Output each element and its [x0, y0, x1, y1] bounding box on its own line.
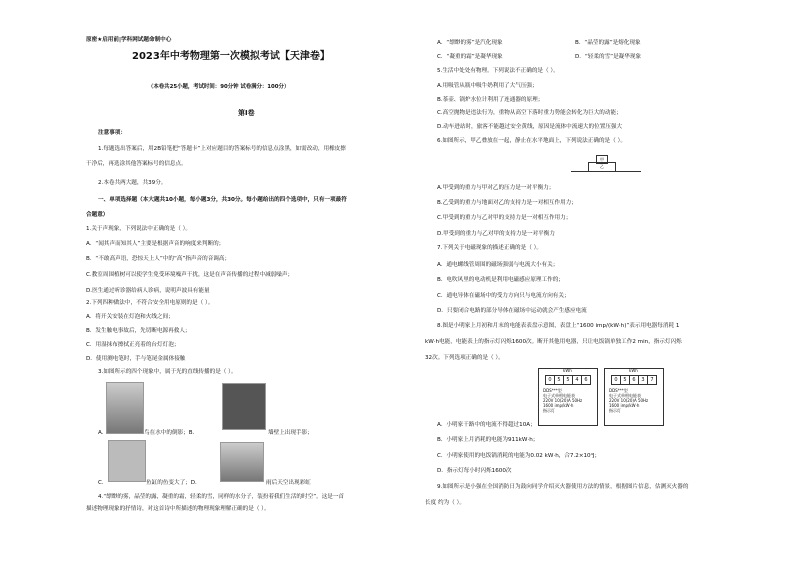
q7-option-c: C．通电导体在磁场中的受力方向只与电流方向有关； — [437, 293, 570, 299]
q4-option-a: A．“缥缈的雾”是汽化现象 — [437, 40, 503, 46]
meter2-spec — [609, 388, 659, 413]
q6-stem: 6.如图所示，甲乙叠放在一起，静止在水平地面上，下列说法正确的是（ ）。 — [437, 138, 626, 144]
meter2-spec-line: 电子式单相电能表 — [609, 393, 641, 398]
q8-stem-cont-2: 32次。下列选项正确的是（ ）。 — [425, 355, 504, 361]
meter2-unit: kWh — [629, 368, 638, 373]
meter-end-of-month — [604, 368, 664, 426]
meter2-digit: 0 — [612, 376, 621, 384]
meter1-spec-line: 指示灯 — [543, 408, 555, 413]
meter1-digit: 5 — [564, 376, 573, 384]
meter2-spec-line: 1600 imp/kW·h — [609, 403, 640, 408]
q3-b-text: 墙壁上出现手影； — [268, 430, 313, 436]
bird-reflection-image — [106, 382, 144, 434]
q9-stem: 9.如图所示是小强在全国消防日为鼓向同学介绍灭火器使用方法的情景，根据图片信息，估测灭火器的 — [437, 484, 689, 490]
confidential-header: 原密★启用前|学科网试题命制中心 — [86, 37, 172, 43]
block-yi: 乙 — [588, 162, 616, 172]
meter-start-of-month — [538, 368, 598, 426]
note-line-3: 2.本卷共两大题，共39分。 — [98, 180, 167, 186]
q1-option-a: A．“闻其声而知其人”主要是根据声音的响度来判断的； — [86, 241, 225, 247]
meter2-display — [611, 375, 657, 385]
meter1-spec-line: 1600 imp/kW·h — [543, 403, 574, 408]
q8-option-a: A．小明家干路中的电流不得超过10A； — [437, 422, 536, 428]
section1-heading: 一、单项选择题（本大题共10小题，每小题3分，共30分。每小题给出的四个选项中，只有一项最符 — [98, 197, 347, 203]
rainbow-image — [220, 442, 264, 482]
q3-stem: 3.如图所示的四个现象中，属于光的直线传播的是（ ）。 — [98, 369, 237, 375]
stacked-blocks-diagram — [571, 155, 641, 173]
meter1-unit: kWh — [563, 368, 572, 373]
q8-option-c: C．小明家使用的电饭锅消耗的电能为0.02 kW·h，合7.2×10⁴J； — [437, 453, 601, 459]
meter2-digit: 5 — [621, 376, 630, 384]
q1-stem: 1.关于声现象，下列说法中正确的是（ ）。 — [86, 226, 192, 232]
meter2-digit: 3 — [639, 376, 648, 384]
meter1-digit: 4 — [573, 376, 582, 384]
q2-option-b: B．发生触电事故后，先切断电源再救人； — [86, 328, 191, 334]
q5-option-d: D.动车进站时，旅客不能越过安全黄线，原因是流体中流速大的位置压强大 — [437, 124, 623, 130]
ground-line — [571, 171, 641, 172]
block-jia: 甲 — [596, 155, 608, 164]
meter2-digit: 7 — [650, 377, 654, 383]
q5-option-b: B.茶壶、锅炉水位计利用了连通器的原理； — [437, 97, 544, 103]
q8-stem: 8.图是小明家上月初和月末的电能表表盘示意图，表盘上“1600 imp/(kW·h)”表示用电器每消耗 1 — [437, 323, 680, 329]
q8-stem-cont-1: kW·h电能，电能表上的指示灯闪烁1600次。断开其他用电器，只让电饭锅单独工作2 min，指示灯闪烁 — [425, 339, 682, 345]
note-line-1: 1.每题选出答案后，用2B铅笔把“答题卡”上对应题目的答案标号的信息点涂黑，如需改动，用橡皮擦 — [98, 146, 346, 152]
q1-option-b: B．“不敢高声语，恐惊天上人”中的“高”指声音的音调高； — [86, 256, 231, 262]
q3-d-text: 雨后天空出现彩虹 — [266, 480, 311, 486]
q2-option-d: D．使用测电笔时，手与笔尾金属体接触 — [86, 356, 186, 362]
q2-option-a: A．将开关安装在灯泡和火线之间； — [86, 314, 174, 320]
q7-option-b: B．电吹风里的电动机是利用电磁感应原理工作的； — [437, 277, 564, 283]
meter1-spec — [543, 388, 593, 413]
q3-c-text: 鱼缸的鱼变大了；D. — [146, 480, 197, 486]
exam-title: 2023年中考物理第一次模拟考试【天津卷】 — [132, 51, 330, 62]
q4-option-d: D．“轻柔的雪”是凝华现象 — [575, 54, 642, 60]
q2-option-c: C．用湿抹布擦拭正亮着的台灯灯泡； — [86, 342, 180, 348]
q5-stem: 5.生活中处处有物理。下列说法不正确的是（ ）。 — [437, 68, 559, 74]
q4-option-c: C．“凝重的霜”是凝华现象 — [437, 54, 503, 60]
q8-option-b: B．小明家上月消耗的电能为911kW·h； — [437, 437, 539, 443]
meter2-spec-line: 220V 10(20)A 50Hz — [609, 398, 649, 403]
q7-option-a: A．通电螺线管周围的磁场强弱与电流大小有关； — [437, 262, 559, 268]
q7-stem: 7.下列关于电磁现象的描述正确的是（ ）。 — [437, 245, 543, 251]
meter1-spec-line: 电子式单相电能表 — [543, 393, 575, 398]
notes-heading: 注意事项： — [98, 130, 126, 136]
q5-option-a: A.用吸管从瓶中吸牛奶利用了大气压强； — [437, 83, 538, 89]
q4-stem: 4.“缥缈的雾，晶莹的露，凝重的霜，轻柔的雪，同样的水分子，装扮着我们生活的时空”。这是一首 — [98, 494, 345, 500]
section1-heading-cont: 合题意） — [86, 212, 109, 218]
q6-option-b: B.乙受到的重力与地面对乙的支持力是一对相互作用力； — [437, 200, 577, 206]
q1-option-d: D.医生通过听诊器给病人诊病，说明声波具有能量 — [86, 288, 210, 294]
q3-a-text: 鸟在水中的倒影；B. — [144, 430, 195, 436]
q6-option-d: D.甲受到的重力与乙对甲的支持力是一对平衡力 — [437, 231, 555, 237]
q5-option-c: C.高空抛物是违法行为，重物从高空下落时重力势能会转化为巨大的动能； — [437, 110, 622, 116]
meter2-spec-line: DDS***型 — [609, 388, 628, 393]
q6-option-a: A.甲受到的重力与甲对乙的压力是一对平衡力； — [437, 185, 555, 191]
q4-option-b: B．“晶莹的露”是熔化现象 — [575, 40, 641, 46]
meter1-spec-line: 220V 10(20)A 50Hz — [543, 398, 583, 403]
meter1-display — [545, 375, 591, 385]
meter1-spec-line: DDS***型 — [543, 388, 562, 393]
meter1-digit: 5 — [555, 376, 564, 384]
exam-subtitle: （本卷共25小题，考试时间：90分钟 试卷满分：100分） — [148, 84, 290, 90]
q4-stem-cont: 描述物理现象的抒情诗，对这首诗中所描述的物理现象理解正确的是（ ）。 — [86, 506, 270, 512]
meter1-digit: 0 — [546, 376, 555, 384]
q7-option-d: D．只要闭合电路的部分导体在磁场中运动就会产生感应电流 — [437, 308, 587, 314]
meter2-spec-line: 指示灯 — [609, 408, 621, 413]
q3-c-label: C. — [98, 480, 104, 486]
q9-stem-cont: 长度 约为（ ）。 — [425, 500, 465, 506]
q2-stem: 2.下列四种做法中，不符合安全用电原则的是（ ）。 — [86, 300, 214, 306]
q8-option-d: D．指示灯每小时闪烁1600次 — [437, 468, 512, 474]
hand-shadow-image — [222, 383, 266, 430]
fish-tank-image — [108, 440, 146, 482]
q1-option-c: C.教室周围植树可以使学生免受环境噪声干扰，这是在声音传播的过程中减弱噪声； — [86, 272, 294, 278]
volume-label: 第Ⅰ卷 — [238, 109, 255, 117]
q3-a-label: A. — [98, 430, 104, 436]
q6-option-c: C.甲受到的重力与乙对甲的支持力是一对相互作用力； — [437, 215, 572, 221]
meter1-digit: 6 — [584, 377, 588, 383]
meter2-digit: 6 — [630, 376, 639, 384]
note-line-2: 干净后，再选涂其他答案标号的信息点。 — [86, 161, 187, 167]
